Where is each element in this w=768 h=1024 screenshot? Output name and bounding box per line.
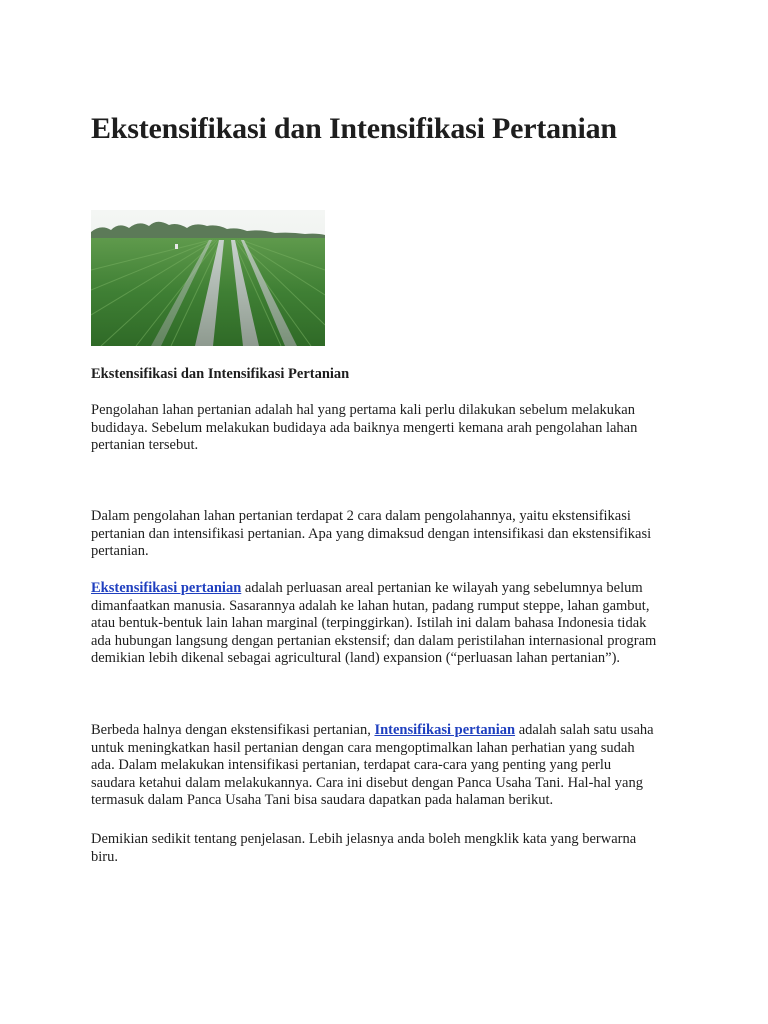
paragraph-ekstensifikasi [91, 580, 691, 668]
text-line: pertanian tersebut. [91, 437, 199, 453]
paragraph-methods [91, 508, 691, 561]
text-line: Demikian sedikit tentang penjelasan. Lebih jelasnya anda boleh mengklik kata yang berwarna [91, 831, 637, 847]
sub-heading: Ekstensifikasi dan Intensifikasi Pertanian [91, 366, 350, 382]
rice-field-photo [91, 210, 325, 346]
text-fragment: Berbeda halnya dengan ekstensifikasi pertanian, [91, 722, 375, 738]
text-line: biru. [91, 848, 118, 865]
document-title: Ekstensifikasi dan Intensifikasi Pertanian [91, 112, 617, 145]
intensifikasi-link[interactable]: Intensifikasi pertanian [374, 722, 516, 738]
text-line: termasuk dalam Panca Usaha Tani bisa saudara dapatkan pada halaman berikut. [91, 792, 554, 808]
text-line: ada. Dalam melakukan intensifikasi pertanian, terdapat cara-cara yang penting yang perlu [91, 757, 612, 773]
text-line: saudara ketahui dalam melakukannya. Cara ini disebut dengan Panca Usaha Tani. Hal-hal yang [91, 774, 643, 791]
text-line [91, 580, 691, 598]
text-line: dimanfaatkan manusia. Sasarannya adalah ke lahan hutan, padang rumput steppe, lahan gambut, [91, 597, 650, 614]
text-line [91, 722, 691, 740]
text-line: ada hubungan langsung dengan pertanian ekstensif; dan dalam peristilahan internasional program [91, 632, 657, 649]
paragraph-intensifikasi [91, 722, 691, 810]
text-line: pertanian dan intensifikasi pertanian. Apa yang dimaksud dengan intensifikasi dan ekstensifikasi [91, 525, 652, 542]
paragraph-intro [91, 402, 691, 455]
text-line: atau bentuk-bentuk lain lahan marginal (terpinggirkan). Istilah ini dalam bahasa Indonesia tidak [91, 615, 647, 631]
text-line: Pengolahan lahan pertanian adalah hal yang pertama kali perlu dilakukan sebelum melakukan [91, 402, 635, 418]
text-line: Dalam pengolahan lahan pertanian terdapat 2 cara dalam pengolahannya, yaitu ekstensifikasi [91, 508, 631, 524]
text-fragment: adalah perluasan areal pertanian ke wilayah yang sebelumnya belum [241, 580, 643, 596]
text-line: pertanian. [91, 543, 149, 559]
text-line: demikian lebih dikenal sebagai agricultural (land) expansion (“perluasan lahan pertanian”). [91, 650, 621, 666]
ekstensifikasi-link[interactable]: Ekstensifikasi pertanian [91, 580, 242, 596]
text-line: budidaya. Sebelum melakukan budidaya ada baiknya mengerti kemana arah pengolahan lahan [91, 419, 638, 436]
paragraph-closing [91, 831, 691, 866]
text-fragment: adalah salah satu usaha [515, 722, 654, 738]
text-line: untuk meningkatkan hasil pertanian dengan cara mengoptimalkan lahan perhatian yang sudah [91, 739, 635, 756]
